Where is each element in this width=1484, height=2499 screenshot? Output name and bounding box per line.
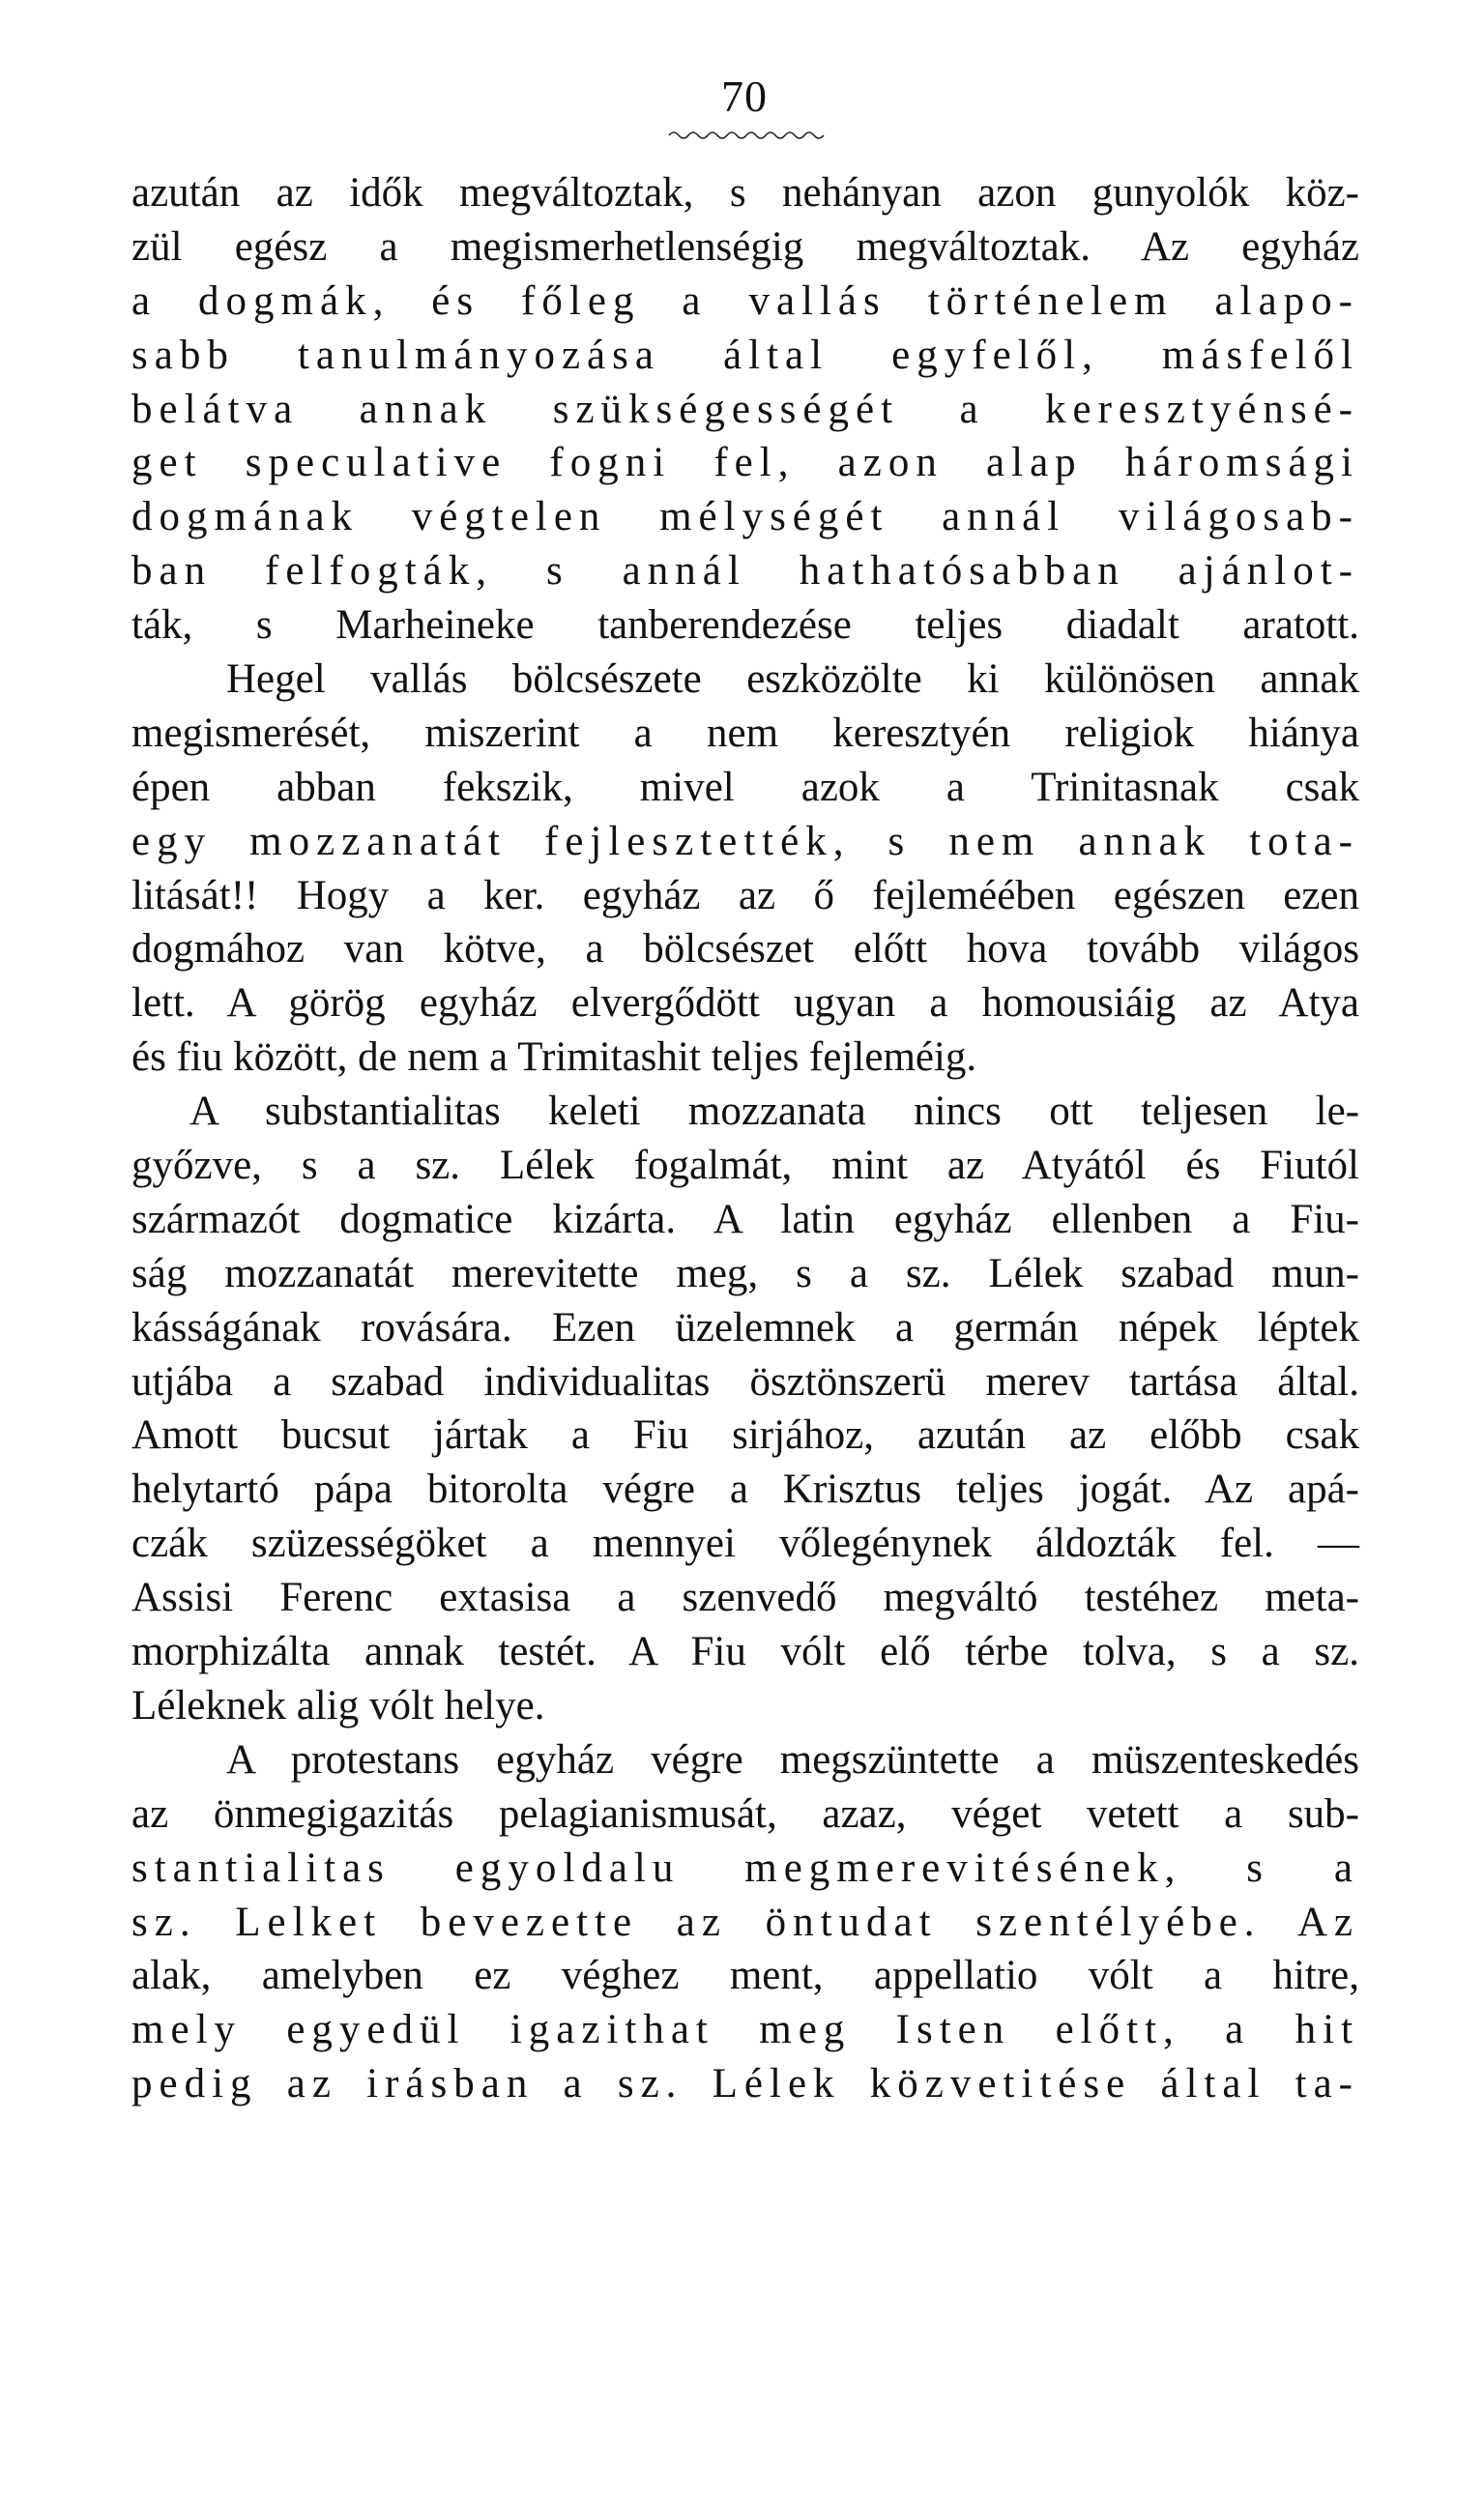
body-text — [131, 166, 1359, 2111]
text-line: mely egyedül igazithat meg Isten előtt, a hit — [131, 2007, 1359, 2053]
text-line: az önmegigazitás pelagianismusát, azaz, véget vetett a sub- — [131, 1790, 1359, 1837]
text-line: a dogmák, és főleg a vallás történelem alapo- — [131, 277, 1359, 324]
text-line: Assisi Ferenc extasisa a szenvedő megváltó testéhez meta- — [131, 1575, 1359, 1621]
text-line: zül egész a megismerhetlenségig megváltoztak. Az egyház — [131, 223, 1359, 270]
text-line: származót dogmatice kizárta. A latin egyház ellenben a Fiu- — [131, 1196, 1359, 1242]
text-line: sz. Lelket bevezette az öntudat szentélyébe. Az — [131, 1899, 1359, 1945]
text-line: czák szüzességöket a mennyei vőlegénynek áldozták fel. — — [131, 1521, 1359, 1567]
text-line: alak, amelyben ez véghez ment, appellatio vólt a hitre, — [131, 1953, 1359, 1999]
text-line: Léleknek alig vólt helye. — [131, 1682, 545, 1729]
text-line: épen abban fekszik, mivel azok a Trinitasnak csak — [131, 764, 1359, 810]
wavy-rule-ornament — [667, 128, 831, 143]
text-line: pedig az irásban a sz. Lélek közvetitése által ta- — [131, 2061, 1359, 2107]
text-line: helytartó pápa bitorolta végre a Krisztus teljes jogát. Az apá- — [131, 1467, 1359, 1513]
text-line: get speculative fogni fel, azon alap háromsági — [131, 440, 1359, 486]
text-line: megismerését, miszerint a nem keresztyén religiok hiánya — [131, 710, 1359, 756]
text-line: ták, s Marheineke tanberendezése teljes diadalt aratott. — [131, 602, 1359, 649]
text-line: utjába a szabad individualitas ösztönszerü merev tartása által. — [131, 1358, 1359, 1405]
text-line: belátva annak szükségességét a keresztyénsé- — [131, 386, 1359, 432]
text-line: dogmához van kötve, a bölcsészet előtt hova tovább világos — [131, 926, 1359, 973]
text-line: egy mozzanatát fejlesztették, s nem annak tota- — [131, 818, 1359, 864]
paragraph-start-line: A protestans egyház végre megszüntette a müszenteskedés — [226, 1736, 1359, 1783]
text-line: stantialitas egyoldalu megmerevitésének, s a — [131, 1845, 1359, 1891]
text-line: dogmának végtelen mélységét annál világosab- — [131, 494, 1359, 540]
text-line: győzve, s a sz. Lélek fogalmát, mint az Atyától és Fiutól — [131, 1143, 1359, 1189]
text-line: és fiu között, de nem a Trimitashit teljes fejleméig. — [131, 1034, 977, 1081]
text-line: sabb tanulmányozása által egyfelől, másfelől — [131, 332, 1359, 378]
text-line: ban felfogták, s annál hathatósabban ajánlot- — [131, 548, 1359, 595]
text-line: Amott bucsut jártak a Fiu sirjához, azután az előbb csak — [131, 1412, 1359, 1459]
text-line: ság mozzanatát merevitette meg, s a sz. Lélek szabad mun- — [131, 1250, 1359, 1296]
text-line: lett. A görög egyház elvergődött ugyan a homousiáig az Atya — [131, 980, 1359, 1027]
text-line: azután az idők megváltoztak, s nehányan azon gunyolók köz- — [131, 170, 1359, 216]
paragraph-start-line: Hegel vallás bölcsészete eszközölte ki különösen annak — [226, 656, 1359, 703]
page-number: 70 — [721, 72, 768, 121]
text-line: litását!! Hogy a ker. egyház az ő fejleméében egészen ezen — [131, 872, 1359, 918]
text-line: morphizálta annak testét. A Fiu vólt elő térbe tolva, s a sz. — [131, 1629, 1359, 1675]
paragraph-start-line: A substantialitas keleti mozzanata nincs ott teljesen le- — [189, 1089, 1359, 1135]
text-line: kásságának rovására. Ezen üzelemnek a germán népek léptek — [131, 1304, 1359, 1351]
